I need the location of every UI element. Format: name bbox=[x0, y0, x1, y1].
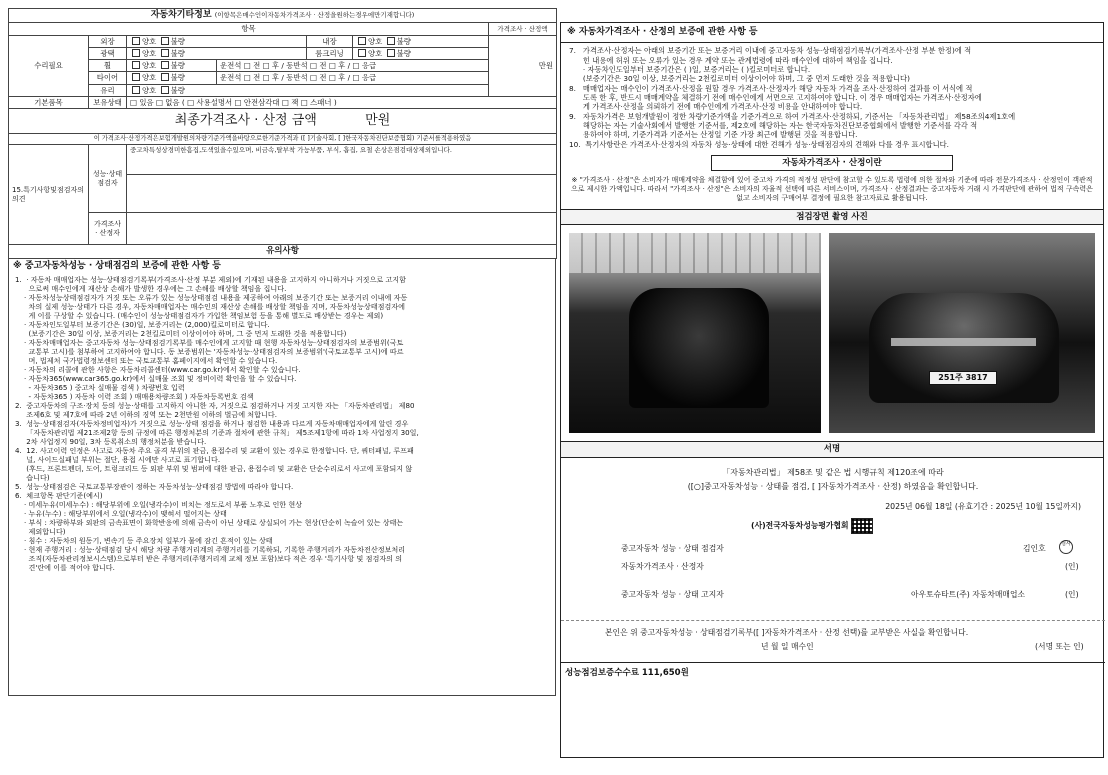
note-line: · 자동차인도일부터 보증기간은 ( )일, 보증거리는 ( )킬로미터로 합니다. bbox=[569, 64, 811, 74]
note-line: 조직(자동차관리정보시스템)으로부터 받은 주행거리(주행거리계 교체 정보 포함)보다 적은 경우 '특기사항 및 점검자의 의 bbox=[15, 553, 403, 563]
note-line: (후드, 프론트펜더, 도어, 트렁크리드 등 외판 부위 및 범퍼에 대한 판금, 용접수리 및 교환은 단순수리로서 사고에 포함되지 않 bbox=[15, 463, 413, 473]
notifier-label: 중고자동차 성능 · 상태 고지자 bbox=[621, 589, 724, 599]
checkbox[interactable] bbox=[132, 73, 140, 81]
note-line: · 현재 주행거리 : 성능·상태점검 당시 해당 차량 주행거리계의 주행거리를 기록하되, 기록한 주행거리가 자동차전산정보처리 bbox=[15, 544, 406, 554]
signature-section-title: 서명 bbox=[561, 441, 1103, 458]
checkbox[interactable] bbox=[161, 61, 169, 69]
wheel-position-options[interactable]: 운전석 □ 전 □ 후 / 동반석 □ 전 □ 후 / □ 응급 bbox=[217, 60, 489, 72]
garage-ceiling-icon bbox=[569, 233, 821, 273]
note-line: 용하여야 하며, 기준가격과 기준서는 산정일 기준 가장 최근에 발행된 것을 적용합니다. bbox=[569, 130, 858, 140]
option-label: 불량 bbox=[170, 85, 185, 95]
notifier-name: 아우토슈타트(주) 자동차매매업소 bbox=[911, 589, 1026, 599]
note-line: 2. 중고자동차의 구조·장치 등의 성능·상태를 고지하지 아니한 자, 거짓으로 점검하거나 거짓 고지한 자는 「자동차관리법」 제80 bbox=[15, 400, 415, 410]
row-label: 룸크리닝 bbox=[307, 47, 353, 59]
checkbox[interactable] bbox=[132, 49, 140, 57]
appraiser-label: 자동차가격조사 · 산정자 bbox=[621, 561, 704, 571]
option-label: 불량 bbox=[170, 36, 185, 46]
final-price-label: 최종가격조사 · 산정 금액 bbox=[174, 113, 317, 128]
note-line: 제외합니다) bbox=[15, 526, 66, 536]
note-line: 널, 사이드실패널 부위는 절단, 용접 시에만 사고로 표기합니다. bbox=[15, 454, 221, 464]
note-line: 게 이를 구상할 수 있습니다. (매수인이 성능상태점검자가 가입한 책임보험 등을 통해 별도로 배상받는 경우는 제외) bbox=[15, 310, 384, 320]
inspector-label: 중고자동차 성능 · 상태 점검자 bbox=[621, 543, 724, 553]
other-info-table bbox=[8, 8, 557, 259]
receipt-date: 년 월 일 매수인 bbox=[761, 641, 814, 651]
final-price-unit: 만원 bbox=[365, 113, 391, 128]
inspection-photo-2 bbox=[829, 233, 1095, 433]
option-label: 양호 bbox=[368, 48, 383, 58]
note-line: 견'란에 이를 적어야 합니다. bbox=[15, 562, 115, 572]
checkbox[interactable] bbox=[358, 37, 366, 45]
price-box-title: 자동차가격조사 · 산정이란 bbox=[711, 155, 953, 172]
option-label: 양호 bbox=[142, 85, 157, 95]
org-name: (사)전국자동차성능평가협회 bbox=[751, 520, 849, 530]
note-line: (보증기간은 30일 이상, 보증거리는 2천킬로미터 이상이어야 하며, 그 중 먼저 도래한 것을 적용합니다) bbox=[15, 328, 347, 338]
note-line: 2차 사업정지 90일, 3차 등록취소의 행정처분을 받습니다. bbox=[15, 436, 207, 446]
option-label: 양호 bbox=[142, 48, 157, 58]
note-line: 6. 체크항목 판단기준(예시) bbox=[15, 490, 103, 500]
left-column bbox=[8, 8, 556, 768]
note-line: · 누유(누수) : 해당부위에서 오일(냉각수)이 맺혀서 떨어지는 상태 bbox=[15, 508, 227, 518]
inspector-name: 김인호 bbox=[1023, 543, 1046, 553]
checkbox[interactable] bbox=[387, 37, 395, 45]
col-item-header: 항목 bbox=[9, 23, 489, 35]
other-info-subtitle: (이항목은매수인이자동차가격조사 · 산정을원하는경우에만기재합니다) bbox=[214, 11, 415, 19]
note-line: 4. 12. 사고이력 인정은 사고로 자동차 주요 골격 부위의 판금, 용접수리 및 교환이 있는 경우로 한정합니다. 단, 쿼터패널, 루프패 bbox=[15, 445, 414, 455]
checkbox[interactable] bbox=[161, 73, 169, 81]
signature-org bbox=[751, 518, 873, 534]
signature-line-1: 「자동차관리법」 제58조 및 같은 법 시행규칙 제120조에 따라 bbox=[722, 467, 944, 477]
checkbox[interactable] bbox=[132, 37, 140, 45]
caution-title: 유의사항 bbox=[9, 245, 557, 259]
row-label: 내장 bbox=[307, 35, 353, 47]
note-line: · 자동차인도일부터 보증기간은 (30)일, 보증거리는 (2,000)킬로미터로 합니다. bbox=[15, 319, 270, 329]
notifier-seal: (인) bbox=[1065, 589, 1079, 599]
note-line: 교통부 고시)를 첨부하여 고지하여야 합니다. 동 보증범위는 '자동차성능·상태점검자의 보증범위'(국토교통부 고시)에 따르 bbox=[15, 346, 404, 356]
note-line: 힌 내용에 허위 또는 오류가 있는 경우 계약 또는 관계법령에 따라 매수인에 대하여 책임을 집니다. bbox=[569, 55, 893, 65]
note-line: 5. 성능·상태점검은 국토교통부장관이 정하는 자동차성능·상태점검 방법에 따라야 합니다. bbox=[15, 481, 294, 491]
appraiser-seal: (인) bbox=[1065, 561, 1079, 571]
option-label: 양호 bbox=[368, 36, 383, 46]
price-unit: 만원 bbox=[489, 35, 557, 96]
perf-inspector-text: 중고차특성상경미한흠집,도색있을수있으며, 비금속,탈부착 가능부품, 부식, 흡집, 요철 손상은점검대상제외입니다. bbox=[127, 145, 557, 175]
note-line: - 자동차365 ) 중고차 실매물 검색 ) 차량번호 입력 bbox=[15, 382, 185, 392]
note-line: 게 가격조사·산정을 의뢰하기 전에 매수인에게 가격조사·산정 비용을 안내하여야 합니다. bbox=[569, 102, 863, 112]
seal-stamp-icon: 검사 bbox=[1059, 540, 1073, 554]
final-price-note: 이 가격조사·산정가격은보험개발원의차량기준가액을바탕으로한기준가격과 ([ ]기술사회, [ ]한국자동차진단보증협회) 기준서를적용하였음 bbox=[9, 134, 557, 145]
option-label: 양호 bbox=[142, 61, 157, 70]
license-plate: 251주 3817 bbox=[929, 371, 997, 385]
photo-area bbox=[561, 225, 1103, 441]
checkbox[interactable] bbox=[161, 37, 169, 45]
row-label: 휠 bbox=[89, 60, 127, 72]
signature-date: 2025년 06월 18일 (유효기간 : 2025년 10월 15일까지) bbox=[885, 501, 1081, 511]
inspector-stamp bbox=[1059, 540, 1073, 554]
checkbox[interactable] bbox=[387, 49, 395, 57]
inspection-photo-1 bbox=[569, 233, 821, 433]
guarantee-left-notes bbox=[9, 274, 555, 572]
perf-inspector-blank bbox=[127, 175, 557, 213]
guarantee-right-title: ※ 자동차가격조사 · 산정의 보증에 관한 사항 등 bbox=[561, 23, 1103, 43]
note-line: 8. 매매업자는 매수인이 가격조사·산정을 원할 경우 가격조사·산정자가 해당 자동차 가격을 조사·산정하여 결과를 이 서식에 적 bbox=[569, 83, 973, 93]
option-label: 불량 bbox=[396, 36, 411, 46]
note-line: 으로써 매수인에게 재산상 손해가 발생한 경우에는 그 손해를 배상할 책임을 집니다. bbox=[15, 283, 287, 293]
basic-row-label: 보유상태 bbox=[89, 96, 127, 108]
opinion-main-label: 15.특기사항및점검자의의견 bbox=[9, 145, 89, 245]
note-line: 9. 자동차가격은 보험개발원이 정한 차량기준가액을 기준가격으로 하여 가격조사·산정하되, 기준서는 「자동차관리법」 제58조의4제1호에 bbox=[569, 111, 1016, 121]
right-column bbox=[560, 22, 1104, 758]
receipt-statement: 본인은 위 중고자동차성능 · 상태점검기록부([ ]자동차가격조사 · 산정 선택)를 교부받은 사실을 확인합니다. bbox=[605, 627, 969, 637]
note-line: 3. 성능·상태점검자(자동차정비업자)가 거짓으로 성능·상태 점검을 하거나 점검한 내용과 다르게 자동차매매업자에게 알린 경우 bbox=[15, 418, 409, 428]
photo-section-title: 점검장면 촬영 사진 bbox=[561, 209, 1103, 226]
basic-group-label: 기본품목 bbox=[9, 96, 89, 108]
note-line: · 침수 : 자동차의 원동기, 변속기 등 주요장치 일부가 물에 잠긴 흔적이 있는 상태 bbox=[15, 535, 273, 545]
qr-code-icon bbox=[851, 518, 873, 534]
option-label: 불량 bbox=[170, 73, 185, 83]
note-line: 며, 법제처 국가법령정보센터 또는 국토교통부 홈페이지에서 확인할 수 있습니다. bbox=[15, 355, 278, 365]
option-label: 불량 bbox=[396, 48, 411, 58]
option-label: 양호 bbox=[142, 73, 157, 83]
price-inspector-label: 가격조사 · 산정자 bbox=[89, 213, 127, 245]
tire-position-options[interactable]: 운전석 □ 전 □ 후 / 동반석 □ 전 □ 후 / □ 응급 bbox=[217, 72, 489, 84]
note-line: 「자동차관리법 제21조제2항 등의 규정에 따른 행정처분의 기준과 절차에 관한 규칙」 제5조제1항에 따라 1차 사업정지 30일, bbox=[15, 427, 419, 437]
note-line: 1. · 자동차 매매업자는 성능·상태점검기록부(가격조사·산정 부분 제외)에 기재된 내용을 고지하지 아니하거나 거짓으로 고지함 bbox=[15, 274, 407, 284]
signature-area bbox=[561, 458, 1103, 683]
note-line: 조제6호 및 제7호에 따라 2년 이하의 징역 또는 2천만원 이하의 벌금에 처합니다. bbox=[15, 409, 277, 419]
guarantee-left-title: ※ 중고자동차성능 · 상태점검의 보증에 관한 사항 등 bbox=[13, 260, 221, 271]
perf-inspector-label: 성능·상태 점검자 bbox=[89, 145, 127, 213]
note-line: 습니다) bbox=[15, 472, 50, 482]
row-label: 타이어 bbox=[89, 72, 127, 84]
checkbox[interactable] bbox=[161, 86, 169, 94]
car-rear-icon bbox=[869, 293, 1059, 403]
price-box-text: ※ "가격조사 · 산정"은 소비자가 매매계약을 체결함에 있어 중고차 가격의 적정성 판단에 참고할 수 있도록 법령에 의한 절차와 기준에 따라 전문가격조사 · 산정인이 객관적으로 제시한 가액입니다. 따라서 "가격조사 · 산정"은 소비자의 자율적 선택에 따른 서비스이며, 가격조사 · 산정결과는 중고자동차 거래 시 가격판단에 관하여 법적 구속력은 없고 소비자의 구매여부 결정에 필요한 참고자료로 활용됩니다. bbox=[571, 176, 1093, 202]
other-info-title: 자동차기타정보 bbox=[150, 10, 212, 20]
note-line: 차의 실제 성능·상태가 다른 경우, 자동차매매업자는 매수인의 재산상 손해를 배상할 책임을 지며, 자동차성능상태점검자에 bbox=[15, 301, 405, 311]
note-line: · 미세누유(미세누수) : 해당부위에 오일(냉각수)이 비치는 정도로서 부품 노후로 인한 현상 bbox=[15, 499, 303, 509]
basic-items-options[interactable]: □ 있음 □ 없음 ( □ 사용설명서 □ 안전삼각대 □ 잭 □ 스패너 ) bbox=[127, 96, 557, 108]
checkbox[interactable] bbox=[358, 49, 366, 57]
note-line: · 자동차의 리콜에 관한 사항은 자동차리콜센터(www.car.go.kr)에서 확인할 수 있습니다. bbox=[15, 364, 301, 374]
option-label: 양호 bbox=[142, 36, 157, 46]
note-line: · 자동차성능상태점검자가 거짓 또는 오류가 있는 성능상태점검 내용을 제공하여 아래의 보증기간 또는 보증거리 이내에 자동 bbox=[15, 292, 408, 302]
guarantee-fee: 성능점검보증수수료 111,650원 bbox=[565, 667, 689, 678]
note-line: 10. 특기사항란은 가격조사·산정자의 자동차 성능·상태에 대한 견해가 성능·상태점검자의 견해와 다를 경우 표시합니다. bbox=[569, 139, 950, 149]
row-label: 광택 bbox=[89, 47, 127, 59]
price-inspector-blank bbox=[127, 213, 557, 245]
checkbox[interactable] bbox=[132, 61, 140, 69]
checkbox[interactable] bbox=[132, 86, 140, 94]
option-label: 불량 bbox=[170, 48, 185, 58]
buyer-sign-field[interactable]: (서명 또는 인) bbox=[1035, 641, 1084, 651]
divider bbox=[561, 620, 1105, 621]
note-line: · 자동차365(www.car365.go.kr)에서 실매물 조회 및 정비이력 확인을 할 수 있습니다. bbox=[15, 373, 297, 383]
taillight-bar-icon bbox=[891, 338, 1036, 346]
note-line: 7. 가격조사·산정자는 아래의 보증기간 또는 보증거리 이내에 중고자동차 성능·상태점검기록부(가격조사·산정 부분 한정)에 적 bbox=[569, 46, 972, 56]
checkbox[interactable] bbox=[161, 49, 169, 57]
note-line: 해당하는 자는 기술사회에서 발행한 기준서를, 제2호에 해당하는 자는 한국자동차진단보증협회에서 발행한 기준서를 각각 적 bbox=[569, 120, 978, 130]
guarantee-left-section bbox=[8, 259, 556, 696]
guarantee-right-notes bbox=[561, 43, 1103, 152]
row-label: 외장 bbox=[89, 35, 127, 47]
row-label: 유리 bbox=[89, 84, 127, 96]
car-silhouette-icon bbox=[629, 288, 769, 408]
repair-group-label: 수리필요 bbox=[9, 35, 89, 96]
note-line: (보증기간은 30일 이상, 보증거리는 2천킬로미터 이상이어야 하며, 그 중 먼저 도래한 것을 적용합니다) bbox=[569, 74, 910, 84]
note-line: 도록 한 후, 반드시 매매계약을 체결하기 전에 매수인에게 서면으로 고지하여야 합니다. 이 경우 매매업자는 가격조사·산정자에 bbox=[569, 92, 982, 102]
note-line: - 자동차365 ) 자동차 이력 조회 ) 매매용차량조회 ) 자동차등록번호 검색 bbox=[15, 391, 254, 401]
divider bbox=[561, 662, 1105, 663]
option-label: 불량 bbox=[170, 61, 185, 70]
note-line: · 부식 : 차량하부와 외판의 금속표면이 화학반응에 의해 금속이 아닌 상태로 상실되어 가는 현상(단순히 녹슬어 있는 상태는 bbox=[15, 517, 404, 527]
signature-line-2: ([○]중고자동차성능 · 상태를 점검, [ ]자동차가격조사 · 산정) 하였음을 확인합니다. bbox=[687, 481, 979, 491]
note-line: · 자동차매매업자는 중고자동차 성능·상태점검기록부를 매수인에게 고지할 때 현행 자동차성능·상태점검자의 보증범위(국토 bbox=[15, 337, 404, 347]
col-price-header: 가격조사 · 산정액 bbox=[489, 23, 557, 35]
